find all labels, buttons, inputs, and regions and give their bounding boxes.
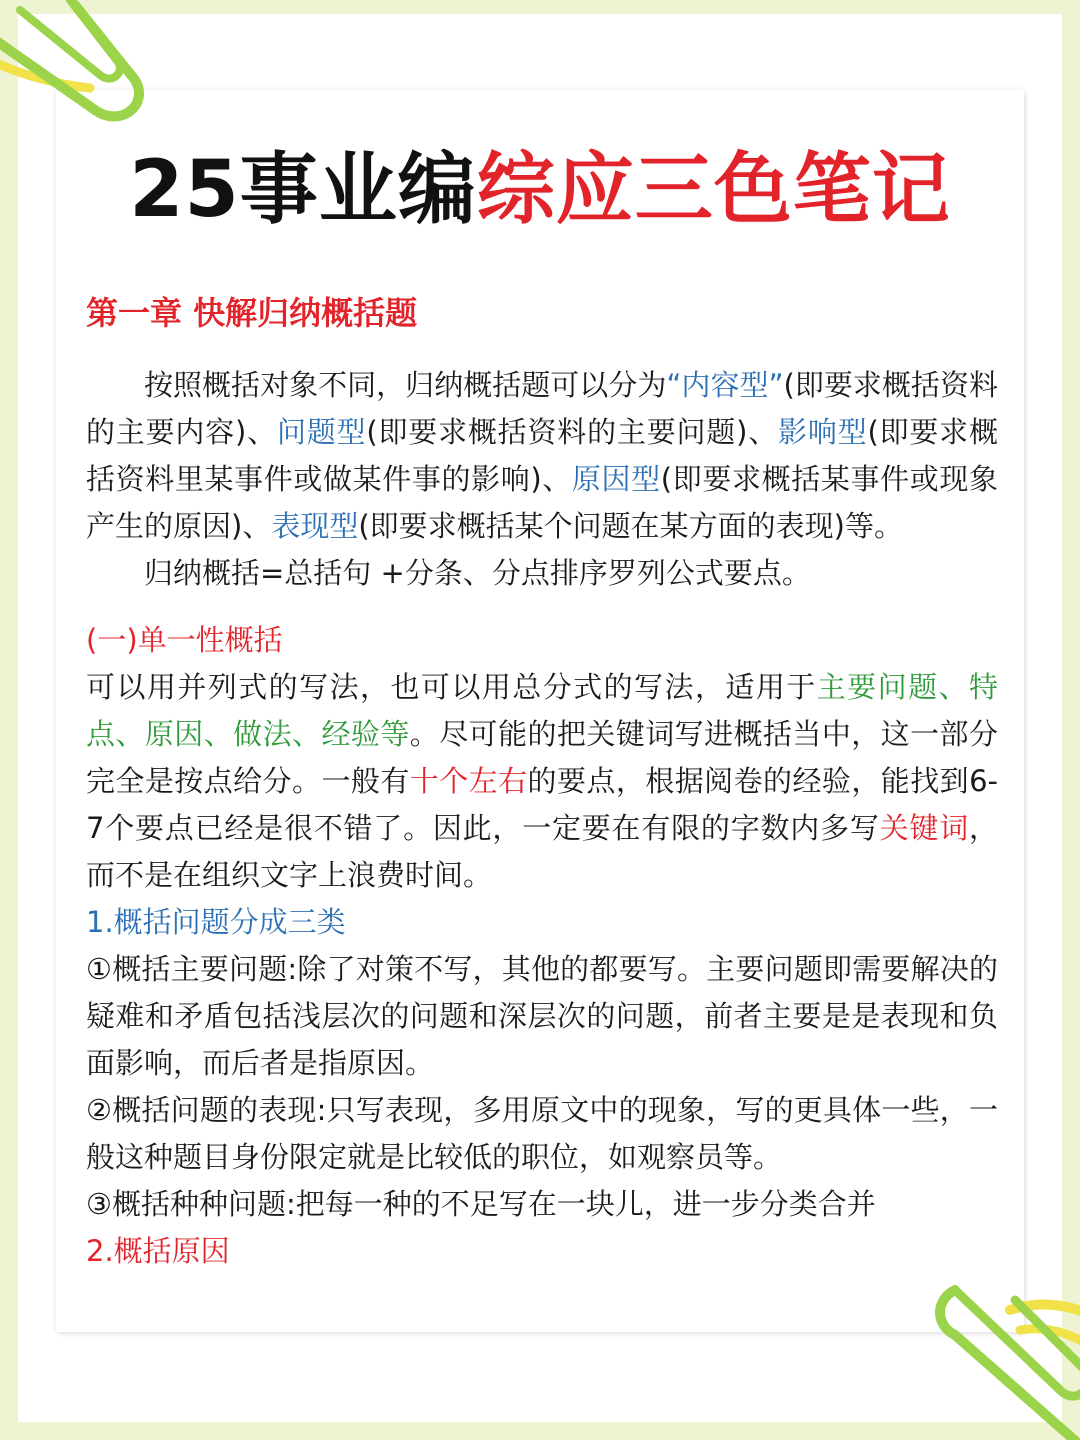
subsection-heading: 1.概括问题分成三类	[86, 905, 346, 939]
intro-text: (即要求概括某事件或现象产生的原因)、	[86, 462, 998, 543]
intro-text: (即要求概括资料里某事件或做某件事的影响)、	[86, 415, 998, 496]
title-part-red: 综应三色笔记	[476, 145, 951, 235]
paperclip-icon	[0, 0, 170, 140]
list-item: ②概括问题的表现:只写表现，多用原文中的现象，写的更具体一些，一般这种题目身份限定就是比较低的职位，如观察员等。	[86, 1093, 998, 1174]
type-impact: 影响型	[778, 415, 868, 449]
intro-text: (即要求概括资料的主要问题)、	[366, 415, 779, 449]
note-content	[86, 290, 998, 1275]
highlight-red: 关键词	[879, 811, 969, 845]
chapter-heading: 第一章 快解归纳概括题	[86, 294, 418, 332]
formula-paragraph: 归纳概括=总括句 +分条、分点排序罗列公式要点。	[144, 556, 811, 590]
section-text: ，而不是在组织文字上浪费时间。	[86, 811, 998, 892]
highlight-green: 主要问题、特点、原因、做法、经验等	[86, 670, 998, 751]
intro-text: 按照概括对象不同，归纳概括题可以分为	[144, 368, 667, 402]
type-cause: 原因型	[571, 462, 661, 496]
type-manifestation: 表现型	[271, 509, 359, 543]
list-item: ③概括种种问题:把每一种的不足写在一块儿，进一步分类合并	[86, 1187, 876, 1221]
highlight-red: 十个左右	[409, 764, 528, 798]
section-text: 。尽可能的把关键词写进概括当中，这一部分完全是按点给分。一般有	[86, 717, 998, 798]
title-part-black: 25事业编	[129, 145, 477, 235]
subsection-heading: 2.概括原因	[86, 1234, 230, 1268]
intro-text: (即要求概括某个问题在某方面的表现)等。	[358, 509, 903, 543]
section-heading: (一)单一性概括	[86, 623, 283, 657]
type-problem: 问题型	[276, 415, 367, 449]
paperclip-icon	[920, 1270, 1080, 1440]
list-item: ①概括主要问题:除了对策不写，其他的都要写。主要问题即需要解决的疑难和矛盾包括浅层次的问题和深层次的问题，前者主要是是表现和负面影响，而后者是指原因。	[86, 952, 998, 1080]
type-content: “内容型”	[666, 368, 784, 402]
intro-text: (即要求概括资料的主要内容)、	[86, 368, 998, 449]
section-text: 的要点，根据阅卷的经验，能找到6-7个要点已经是很不错了。因此，一定要在有限的字数内多写	[86, 764, 998, 845]
page-title	[0, 140, 1080, 240]
intro-paragraph	[86, 362, 998, 550]
section-paragraph	[86, 664, 998, 899]
section-text: 可以用并列式的写法，也可以用总分式的写法，适用于	[86, 670, 817, 704]
